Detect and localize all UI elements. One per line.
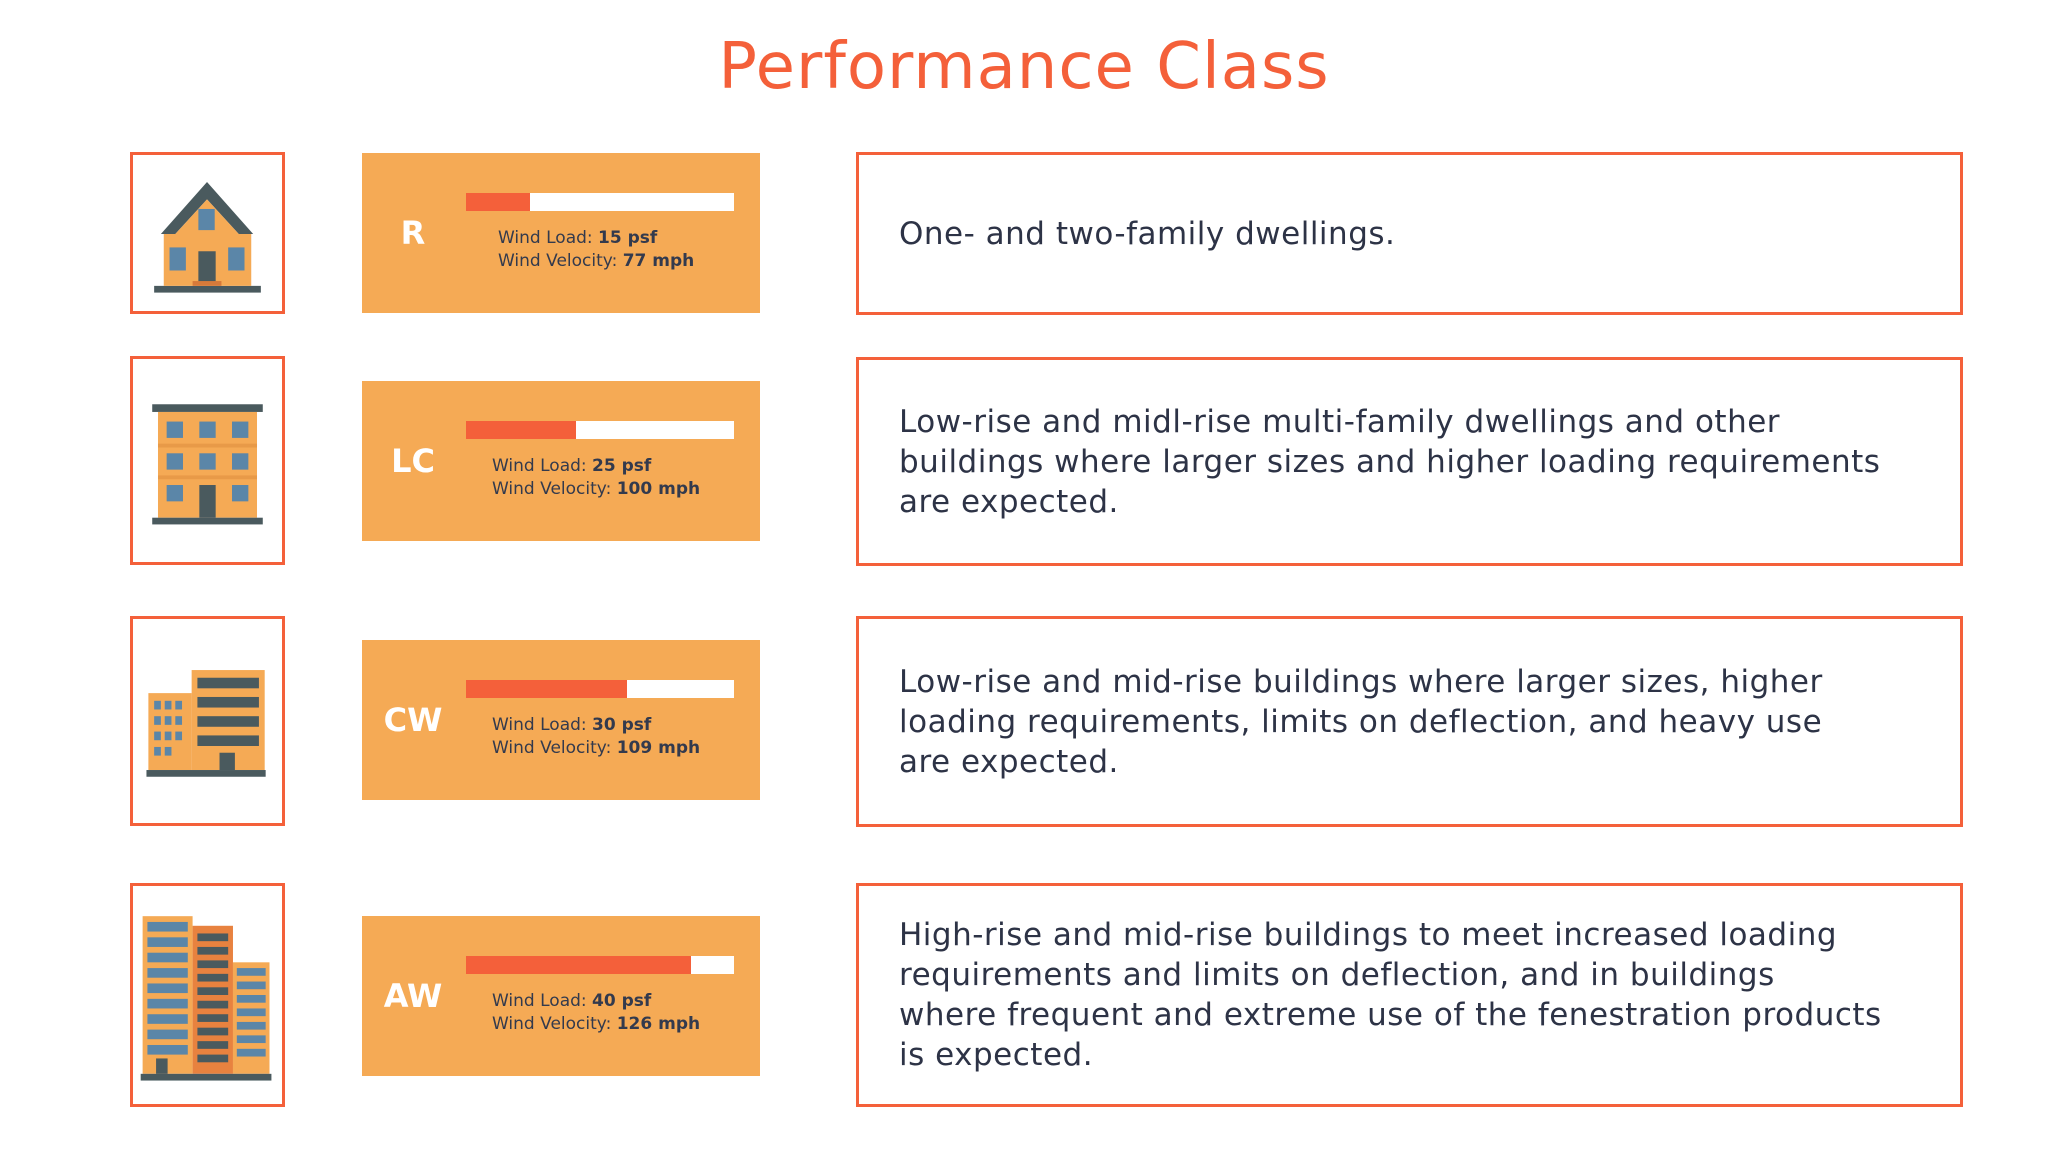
wind-stats bbox=[492, 714, 700, 760]
class-label: CW bbox=[383, 701, 443, 739]
page-title: Performance Class bbox=[718, 30, 1330, 104]
wind-load-bar-fill bbox=[466, 680, 627, 698]
description-text: One- and two-family dwellings. bbox=[899, 215, 1396, 252]
wind-velocity-label: Wind Velocity: bbox=[492, 479, 612, 499]
wind-velocity-value: 100 mph bbox=[616, 479, 701, 499]
wind-velocity-label: Wind Velocity: bbox=[498, 251, 618, 271]
class-card-r bbox=[362, 153, 760, 313]
office-buildings-icon bbox=[130, 616, 285, 826]
wind-stats bbox=[492, 455, 700, 501]
class-card-aw bbox=[362, 916, 760, 1076]
wind-load-bar bbox=[466, 956, 734, 974]
house-icon bbox=[130, 152, 285, 314]
wind-load-label: Wind Load: bbox=[492, 456, 587, 476]
wind-load-bar-fill bbox=[466, 193, 530, 211]
class-label: R bbox=[400, 214, 426, 252]
wind-load-label: Wind Load: bbox=[492, 715, 587, 735]
class-card-lc bbox=[362, 381, 760, 541]
wind-load-bar-fill bbox=[466, 956, 691, 974]
wind-load-bar bbox=[466, 680, 734, 698]
apartment-building-icon bbox=[130, 356, 285, 565]
description-text: Low-rise and midl-rise multi-family dwellings and other buildings where larger sizes and higher loading requirements are expected. bbox=[899, 403, 1881, 520]
wind-load-label: Wind Load: bbox=[498, 228, 593, 248]
class-label: AW bbox=[383, 977, 443, 1015]
wind-load-value: 30 psf bbox=[592, 715, 652, 735]
wind-velocity-value: 77 mph bbox=[622, 251, 695, 271]
wind-velocity-label: Wind Velocity: bbox=[492, 1014, 612, 1034]
skyscrapers-icon bbox=[130, 883, 285, 1107]
wind-stats bbox=[492, 990, 700, 1036]
wind-load-bar-fill bbox=[466, 421, 576, 439]
wind-velocity-value: 109 mph bbox=[616, 738, 701, 758]
wind-load-value: 25 psf bbox=[592, 456, 652, 476]
class-label: LC bbox=[391, 442, 435, 480]
class-card-cw bbox=[362, 640, 760, 800]
wind-stats bbox=[498, 227, 694, 273]
wind-velocity-value: 126 mph bbox=[616, 1014, 701, 1034]
wind-velocity-label: Wind Velocity: bbox=[492, 738, 612, 758]
wind-load-value: 40 psf bbox=[592, 991, 652, 1011]
description-text: Low-rise and mid-rise buildings where larger sizes, higher loading requirements, limits on deflection, and heavy use are expected. bbox=[899, 663, 1823, 780]
wind-load-label: Wind Load: bbox=[492, 991, 587, 1011]
description-box-aw bbox=[856, 883, 1963, 1107]
description-box-lc bbox=[856, 357, 1963, 566]
wind-load-value: 15 psf bbox=[598, 228, 658, 248]
description-box-r bbox=[856, 152, 1963, 315]
description-text: High-rise and mid-rise buildings to meet increased loading requirements and limits on deflection, and in buildings where frequent and extreme use of the fenestration products is expected. bbox=[899, 917, 1882, 1073]
wind-load-bar bbox=[466, 193, 734, 211]
wind-load-bar bbox=[466, 421, 734, 439]
description-box-cw bbox=[856, 616, 1963, 827]
